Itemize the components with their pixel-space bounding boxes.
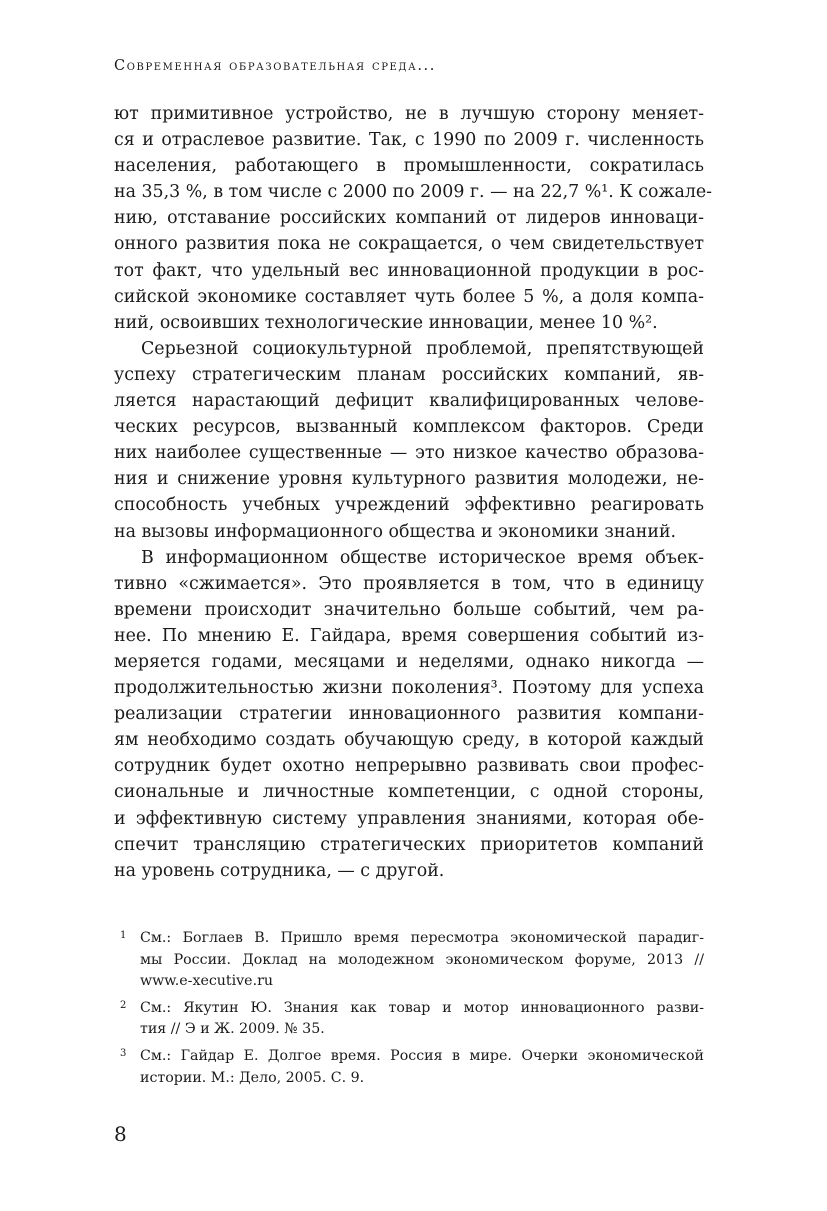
running-head: Современная образовательная среда... [114, 58, 436, 74]
footnote-3 [114, 1046, 704, 1089]
text-line: на вызовы информационного общества и экономики знаний. [114, 521, 677, 542]
text-line: спечит трансляцию стратегических приоритетов компаний [114, 834, 704, 855]
footnote-line: См.: Гайдар Е. Долгое время. Россия в мире. Очерки экономической [140, 1047, 704, 1064]
footnote-line: тия // Э и Ж. 2009. № 35. [140, 1021, 325, 1038]
text-line: сийской экономике составляет чуть более 5 %, а доля компа- [114, 286, 704, 307]
text-line: ям необходимо создать обучающую среду, в которой каждый [114, 730, 704, 751]
text-line: ют примитивное устройство, не в лучшую сторону меняет- [114, 104, 704, 124]
text-line: сиональные и личностные компетенции, с одной стороны, [114, 782, 704, 803]
footnote-link: www.e-xecutive.ru [140, 973, 274, 990]
text-line: нию, отставание российских компаний от лидеров инноваци- [114, 208, 704, 229]
paragraph-1 [114, 101, 713, 336]
text-line: Серьезной социокультурной проблемой, препятствующей [141, 338, 704, 359]
paragraph-2 [114, 336, 704, 545]
text-line: сотрудник будет охотно непрерывно развивать свои профес- [114, 756, 704, 777]
text-line: реализации стратегии инновационного развития компани- [114, 704, 704, 725]
text-line: ния и снижение уровня культурного развития молодежи, не- [114, 469, 704, 490]
footnote-number: 2 [120, 999, 127, 1011]
footnote-1 [114, 928, 704, 993]
paragraph-3 [114, 545, 704, 884]
text-line: тот факт, что удельный вес инновационной продукции в рос- [114, 260, 704, 281]
footnote-2 [114, 998, 704, 1041]
text-line: ся и отраслевое развитие. Так, с 1990 по 2009 г. численность [114, 130, 704, 151]
text-line: онного развития пока не сокращается, о чем свидетельствует [114, 234, 704, 255]
text-line: на 35,3 %, в том числе с 2000 по 2009 г. — на 22,7 %¹. К сожале- [114, 182, 713, 203]
text-line: и эффективную систему управления знаниями, которая обе- [114, 808, 704, 829]
text-line: способность учебных учреждений эффективно реагировать [114, 495, 704, 516]
text-line: успеху стратегическим планам российских компаний, яв- [114, 364, 704, 385]
main-text [114, 101, 713, 884]
footnote-line: истории. М.: Дело, 2005. С. 9. [140, 1069, 365, 1086]
footnote-line: См.: Боглаев В. Пришло время пересмотра экономической парадиг- [140, 930, 704, 946]
text-line: на уровень сотрудника, — с другой. [114, 860, 445, 881]
text-line: тивно «сжимается». Это проявляется в том, что в единицу [114, 573, 704, 594]
text-line: продолжительностью жизни поколения³. Поэтому для успеха [114, 678, 704, 699]
footnote-number: 3 [120, 1047, 127, 1059]
footnote-number: 1 [120, 930, 127, 941]
text-line: населения, работающего в промышленности, сократилась [114, 156, 704, 177]
text-line: меряется годами, месяцами и неделями, однако никогда — [114, 651, 704, 672]
text-line: ляется нарастающий дефицит квалифицированных челове- [114, 391, 704, 412]
footnote-line: мы России. Доклад на молодежном экономическом форуме, 2013 // [140, 951, 704, 968]
text-line: времени происходит значительно больше событий, чем ра- [114, 599, 704, 620]
footnote-line: См.: Якутин Ю. Знания как товар и мотор инновационного разви- [140, 999, 704, 1016]
text-line: них наиболее существенные — это низкое качество образова- [114, 443, 704, 464]
text-line: ческих ресурсов, вызванный комплексом факторов. Среди [114, 417, 704, 438]
text-line: В информационном обществе историческое время объек- [141, 547, 704, 568]
text-line: ний, освоивших технологические инновации, менее 10 %². [114, 312, 658, 333]
footnotes [114, 928, 704, 1094]
text-line: нее. По мнению Е. Гайдара, время совершения событий из- [114, 625, 704, 646]
page-number: 8 [114, 1122, 127, 1146]
